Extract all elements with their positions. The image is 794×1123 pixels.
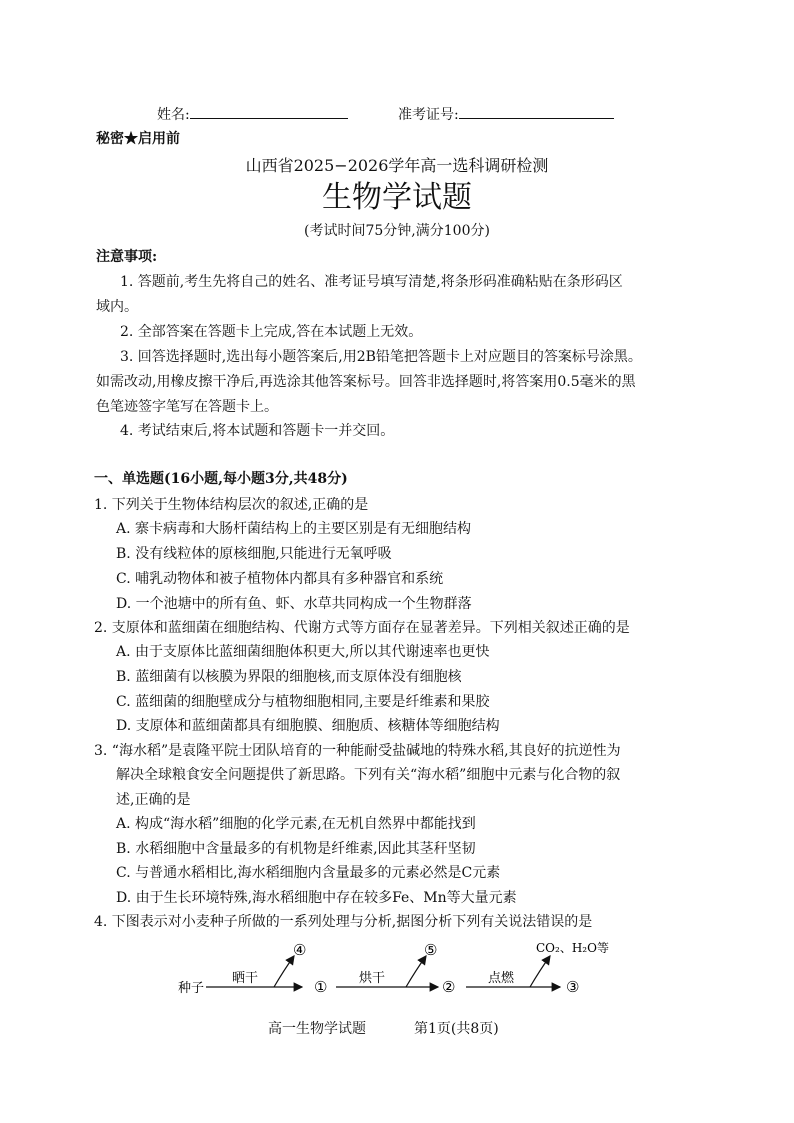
diagram-products: CO₂、H₂O等: [536, 941, 609, 955]
arrow-to-4: [274, 956, 294, 987]
diagram-step-ignite: 点燃: [488, 971, 515, 986]
exam-id-field: [398, 104, 614, 124]
secret-mark: 秘密★启用前: [96, 131, 180, 147]
name-field: [157, 104, 348, 124]
diagram-node-2: ②: [442, 978, 456, 996]
diagram-seed-label: 种子: [178, 981, 205, 996]
question-2-option-a: A. 由于支原体比蓝细菌细胞体积更大,所以其代谢速率也更快: [116, 644, 490, 660]
exam-title: 山西省2025−2026学年高一选科调研检测: [245, 156, 549, 175]
question-3-stem-line-1: 3. “海水稻”是袁隆平院士团队培育的一种能耐受盐碱地的特殊水稻,其良好的抗逆性为: [94, 743, 621, 759]
diagram-node-1: ①: [314, 978, 328, 996]
diagram-node-4: ④: [293, 941, 307, 959]
question-2-option-b: B. 蓝细菌有以核膜为界限的细胞核,而支原体没有细胞核: [116, 669, 462, 685]
name-blank: [190, 104, 348, 119]
notice-item-3-line-2: 如需改动,用橡皮擦干净后,再选涂其他答案标号。回答非选择题时,将答案用0.5毫米的黑: [96, 374, 636, 390]
notice-item-3-line-1: 3. 回答选择题时,选出每小题答案后,用2B铅笔把答题卡上对应题目的答案标号涂黑。: [120, 349, 642, 365]
seed-processing-diagram: [170, 930, 670, 1000]
question-1-option-d: D. 一个池塘中的所有鱼、虾、水草共同构成一个生物群落: [116, 596, 472, 612]
footer-subject: 高一生物学试题: [268, 1021, 366, 1037]
question-3-stem-line-3: 述,正确的是: [116, 792, 191, 808]
section-heading: 一、单选题(16小题,每小题3分,共48分): [94, 471, 348, 487]
subject-title: 生物学试题: [322, 180, 472, 215]
question-3-option-b: B. 水稻细胞中含量最多的有机物是纤维素,因此其茎秆坚韧: [116, 841, 476, 857]
arrow-to-5: [406, 956, 426, 987]
question-3-option-a: A. 构成“海水稻”细胞的化学元素,在无机自然界中都能找到: [116, 816, 476, 832]
notice-item-1-line-2: 域内。: [96, 299, 138, 315]
notice-item-2: 2. 全部答案在答题卡上完成,答在本试题上无效。: [120, 324, 423, 340]
exam-id-label: 准考证号:: [398, 107, 459, 123]
question-2-option-c: C. 蓝细菌的细胞壁成分与植物细胞相同,主要是纤维素和果胶: [116, 694, 490, 710]
question-1-option-b: B. 没有线粒体的原核细胞,只能进行无氧呼吸: [116, 546, 392, 562]
name-label: 姓名:: [157, 107, 190, 123]
question-2-stem: 2. 支原体和蓝细菌在细胞结构、代谢方式等方面存在显著差异。下列相关叙述正确的是: [94, 620, 630, 636]
notice-item-1-line-1: 1. 答题前,考生先将自己的姓名、准考证号填写清楚,将条形码准确粘贴在条形码区: [120, 274, 623, 290]
question-3-option-c: C. 与普通水稻相比,海水稻细胞内含量最多的元素必然是C元素: [116, 865, 501, 881]
question-2-option-d: D. 支原体和蓝细菌都具有细胞膜、细胞质、核糖体等细胞结构: [116, 718, 500, 734]
diagram-step-oven-dry: 烘干: [359, 971, 386, 986]
notice-heading: 注意事项:: [96, 249, 158, 265]
question-4-stem: 4. 下图表示对小麦种子所做的一系列处理与分析,据图分析下列有关说法错误的是: [94, 914, 593, 930]
arrow-to-products: [530, 956, 550, 987]
question-3-stem-line-2: 解决全球粮食安全问题提供了新思路。下列有关“海水稻”细胞中元素与化合物的叙: [116, 767, 621, 783]
question-1-option-a: A. 寨卡病毒和大肠杆菌结构上的主要区别是有无细胞结构: [116, 521, 472, 537]
notice-item-4: 4. 考试结束后,将本试题和答题卡一并交回。: [120, 423, 395, 439]
question-1-option-c: C. 哺乳动物体和被子植物体内都具有多种器官和系统: [116, 571, 444, 587]
exam-id-blank: [459, 104, 614, 119]
diagram-node-5: ⑤: [424, 941, 438, 959]
footer-page-number: 第1页(共8页): [414, 1021, 499, 1037]
diagram-step-sun-dry: 晒干: [232, 971, 259, 986]
diagram-node-3: ③: [566, 978, 580, 996]
time-note: (考试时间75分钟,满分100分): [304, 223, 490, 239]
notice-item-3-line-3: 色笔迹签字笔写在答题卡上。: [96, 399, 278, 415]
question-3-option-d: D. 由于生长环境特殊,海水稻细胞中存在较多Fe、Mn等大量元素: [116, 890, 517, 906]
question-1-stem: 1. 下列关于生物体结构层次的叙述,正确的是: [94, 497, 369, 513]
